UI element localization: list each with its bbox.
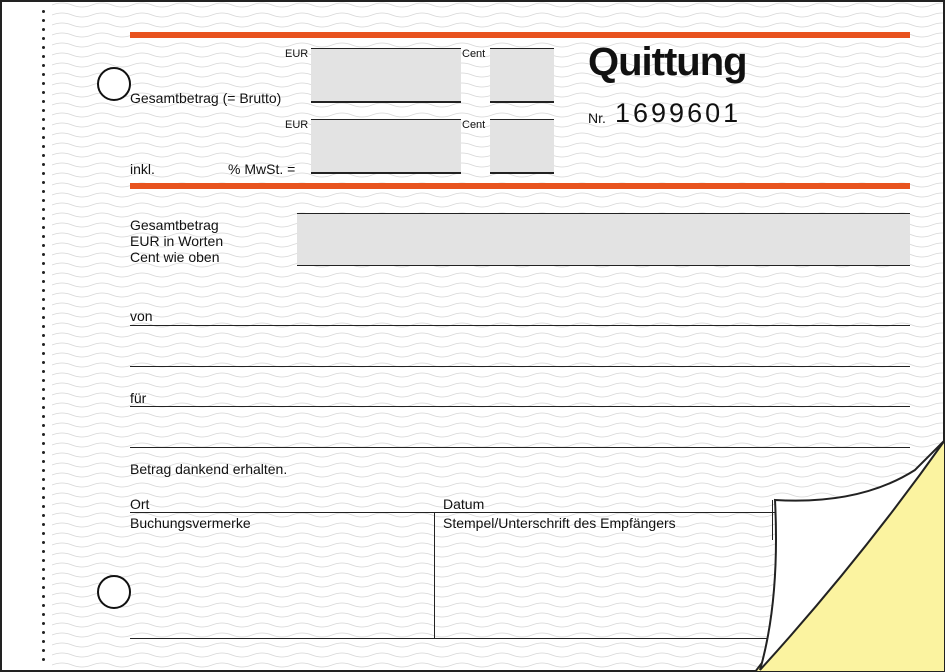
words-label-line3: Cent wie oben [130,249,220,265]
words-label-line2: EUR in Worten [130,233,224,249]
vat-label: % MwSt. = [228,161,296,177]
booking-label: Buchungsvermerke [130,515,251,531]
eur-label-vat: EUR [285,119,309,131]
form-title: Quittung [588,40,747,84]
cent-label-gross: Cent [462,48,486,60]
incl-label: inkl. [130,161,155,177]
eur-label-gross: EUR [285,48,309,60]
from-label: von [130,308,153,324]
receipt-number: 1699601 [615,98,742,128]
received-text: Betrag dankend erhalten. [130,461,288,477]
gross-label: Gesamtbetrag (= Brutto) [130,90,282,106]
stamp-label: Stempel/Unterschrift des Empfängers [443,515,676,531]
date-label: Datum [443,496,485,512]
for-label: für [130,390,147,406]
number-label: Nr. [588,110,606,126]
place-label: Ort [130,496,150,512]
words-label-line1: Gesamtbetrag [130,217,219,233]
cent-label-vat: Cent [462,119,486,131]
